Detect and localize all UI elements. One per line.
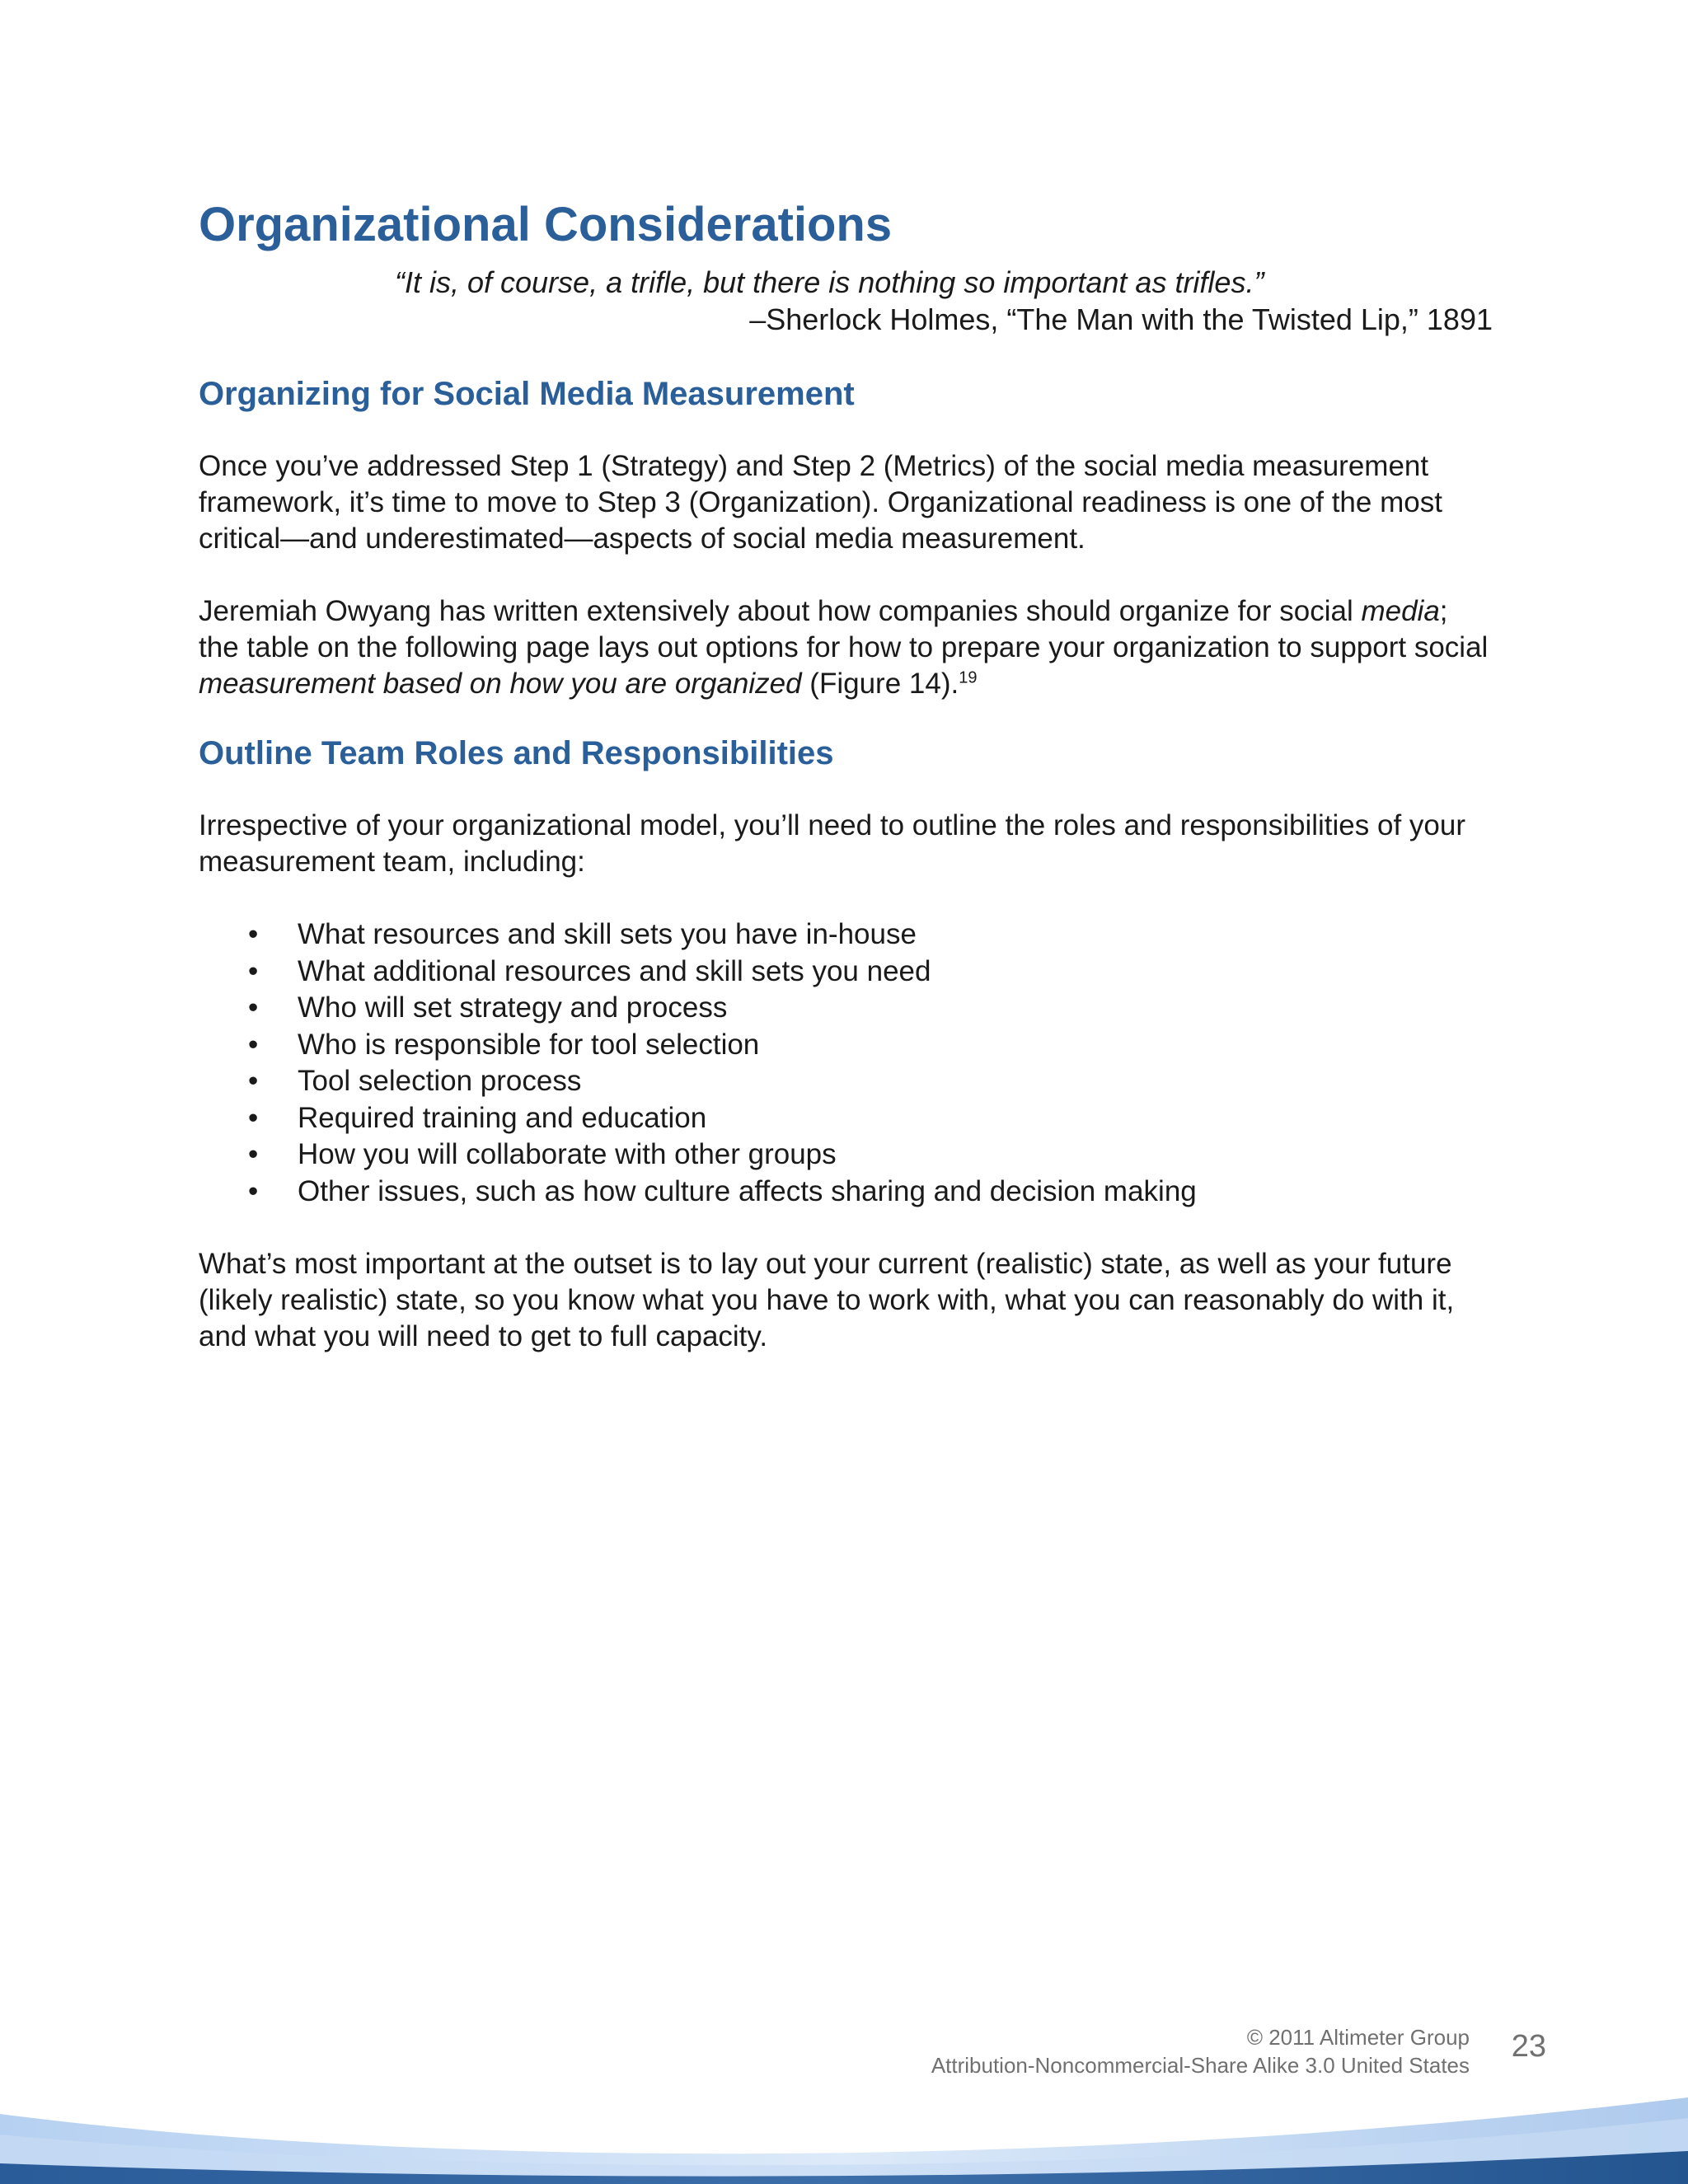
page-number: 23	[1511, 2029, 1546, 2064]
list-item	[199, 1137, 1493, 1174]
bullet-icon: •	[248, 1174, 259, 1207]
paragraph-owyang-part3: (Figure 14).	[801, 668, 959, 700]
list-item-text: Who is responsible for tool selection	[298, 1028, 760, 1061]
paragraph-roles-intro: Irrespective of your organizational model, you’ll need to outline the roles and responsibilities of your measurement team, including:	[199, 809, 1465, 878]
list-item-text: What resources and skill sets you have in-house	[298, 918, 917, 950]
page-content	[199, 196, 1493, 1355]
list-item-text: Required training and education	[298, 1101, 707, 1134]
paragraph-owyang	[199, 593, 1493, 702]
quote-attribution: –Sherlock Holmes, “The Man with the Twisted Lip,” 1891	[749, 302, 1493, 336]
footer-copyright-block	[931, 2023, 1470, 2079]
footer-license: Attribution-Noncommercial-Share Alike 3.0 United States	[931, 2053, 1470, 2078]
paragraph-owyang-part2: ; the table on the following page lays out options for how to prepare your organization to support social	[199, 595, 1489, 663]
section-heading-organizing: Organizing for Social Media Measurement	[199, 376, 855, 412]
bullet-icon: •	[248, 954, 259, 987]
bullet-icon: •	[248, 1028, 259, 1061]
list-item	[199, 1174, 1493, 1211]
quote-text: “It is, of course, a trifle, but there is nothing so important as trifles.”	[395, 265, 1264, 299]
responsibilities-list	[199, 916, 1493, 1210]
list-item	[199, 916, 1493, 954]
paragraph-owyang-part1: Jeremiah Owyang has written extensively about how companies should organize for social	[199, 595, 1362, 627]
list-item-text: How you will collaborate with other groups	[298, 1138, 837, 1170]
list-item	[199, 954, 1493, 991]
footer-copyright: © 2011 Altimeter Group	[1246, 2025, 1470, 2050]
bullet-icon: •	[248, 1065, 259, 1097]
list-item	[199, 1027, 1493, 1064]
list-item	[199, 990, 1493, 1027]
list-item	[199, 1100, 1493, 1137]
bullet-icon: •	[248, 1138, 259, 1170]
paragraph-framework: Once you’ve addressed Step 1 (Strategy) and Step 2 (Metrics) of the social media measurement framework, it’s time to move to Step 3 (Organization). Organizational readiness is one of the most critical—and underestimated—aspects of social media measurement.	[199, 450, 1442, 555]
paragraph-owyang-italic1: media	[1361, 595, 1440, 627]
paragraph-owyang-italic2: measurement based on how you are organized	[199, 668, 802, 700]
page-title: Organizational Considerations	[199, 198, 893, 251]
bullet-icon: •	[248, 918, 259, 950]
list-item-text: Other issues, such as how culture affects sharing and decision making	[298, 1174, 1197, 1207]
section-heading-roles: Outline Team Roles and Responsibilities	[199, 735, 834, 771]
list-item-text: Who will set strategy and process	[298, 991, 728, 1024]
epigraph-quote	[199, 264, 1493, 338]
footnote-marker: 19	[959, 668, 978, 687]
list-item-text: What additional resources and skill sets you need	[298, 954, 931, 987]
list-item-text: Tool selection process	[298, 1065, 582, 1097]
list-item	[199, 1063, 1493, 1100]
bullet-icon: •	[248, 1101, 259, 1134]
paragraph-closing: What’s most important at the outset is to lay out your current (realistic) state, as well as your future (likely realistic) state, so you know what you have to work with, what you can reasonably do with it, and what you will need to get to full capacity.	[199, 1248, 1455, 1352]
bullet-icon: •	[248, 991, 259, 1024]
